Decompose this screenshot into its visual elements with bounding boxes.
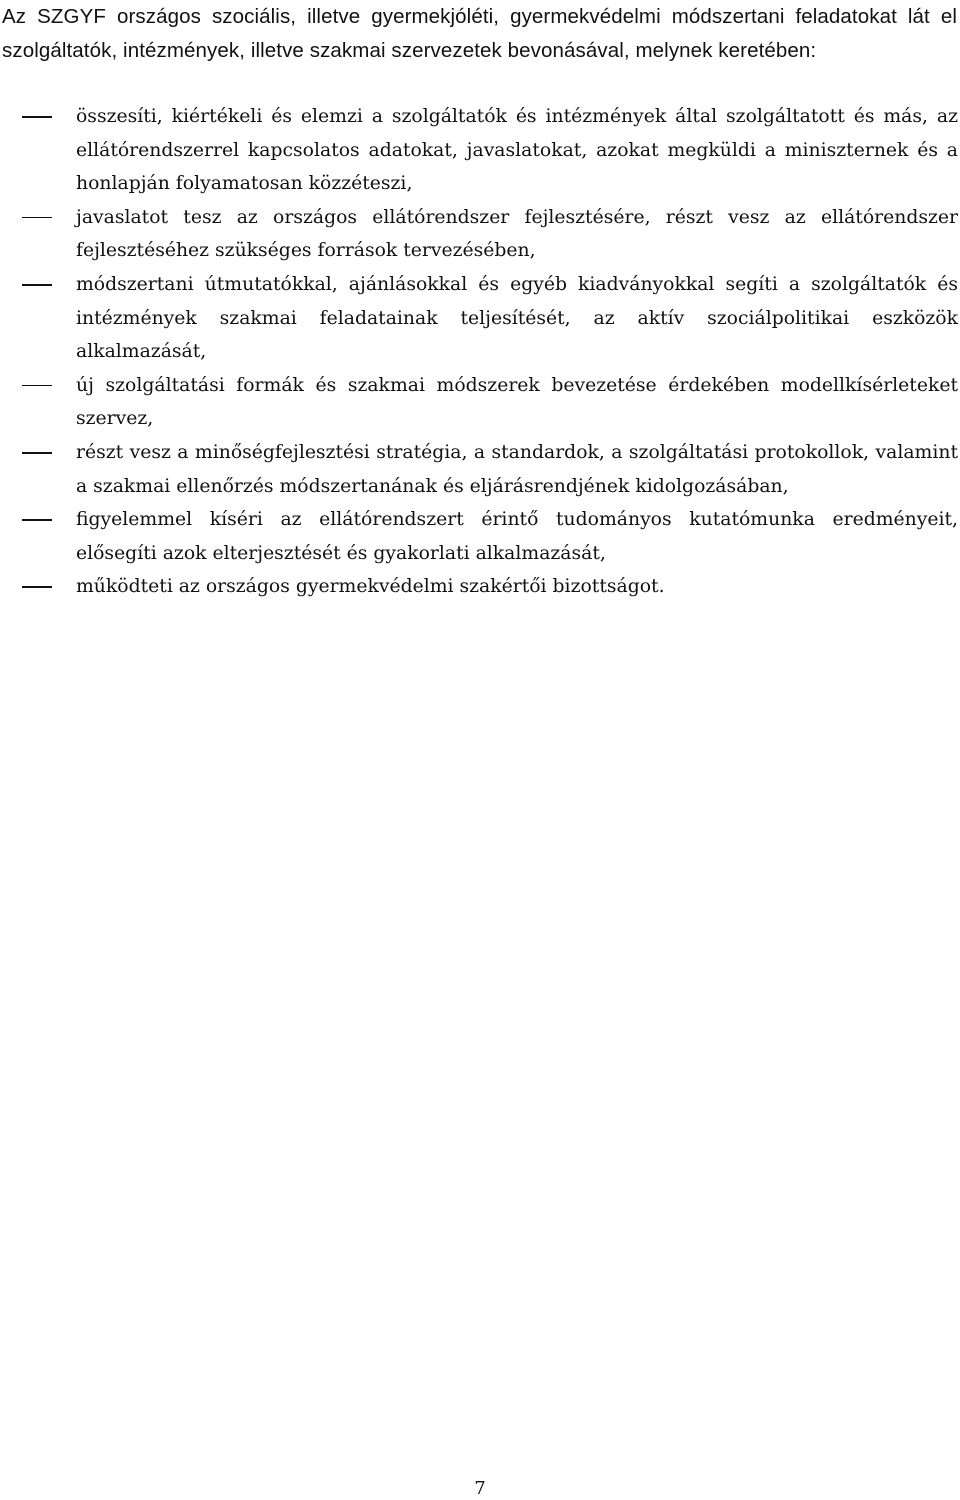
dash-bullet-icon xyxy=(22,452,52,454)
task-list xyxy=(0,100,958,604)
dash-bullet-icon xyxy=(22,586,52,588)
dash-bullet-icon xyxy=(22,385,52,387)
list-item-text: részt vesz a minőségfejlesztési stratégia, a standardok, a szolgáltatási protokollok, valamint a szakmai ellenőrzés módszertanának és eljárásrendjének kidolgozásában, xyxy=(76,441,958,497)
list-item xyxy=(0,369,958,436)
list-item xyxy=(0,570,958,604)
intro-paragraph: Az SZGYF országos szociális, illetve gyermekjóléti, gyermekvédelmi módszertani feladatokat lát el szolgáltatók, intézmények, illetve szakmai szervezetek bevonásával, melynek keretében: xyxy=(2,5,957,62)
list-item-text: összesíti, kiértékeli és elemzi a szolgáltatók és intézmények által szolgáltatott és más, az ellátórendszerrel kapcsolatos adatokat, javaslatokat, azokat megküldi a miniszternek és a honlapján folyamatosan közzéteszi, xyxy=(76,106,958,195)
dash-bullet-icon xyxy=(22,284,52,286)
list-item-text: működteti az országos gyermekvédelmi szakértői bizottságot. xyxy=(76,576,665,598)
list-item xyxy=(0,268,958,369)
list-item xyxy=(0,436,958,503)
list-item xyxy=(0,201,958,268)
dash-bullet-icon xyxy=(22,116,52,118)
page-number: 7 xyxy=(474,1478,486,1499)
dash-bullet-icon xyxy=(22,519,52,521)
list-item-text: módszertani útmutatókkal, ajánlásokkal és egyéb kiadványokkal segíti a szolgáltatók és intézmények szakmai feladatainak teljesítését, az aktív szociálpolitikai eszközök alkalmazását, xyxy=(76,273,958,363)
list-item xyxy=(0,503,958,570)
list-item-text: figyelemmel kíséri az ellátórendszert érintő tudományos kutatómunka eredményeit, elősegíti azok elterjesztését és gyakorlati alkalmazását, xyxy=(76,509,958,564)
list-item-text: javaslatot tesz az országos ellátórendszer fejlesztésére, részt vesz az ellátórendszer fejlesztéséhez szükséges források tervezésében, xyxy=(76,206,958,262)
list-item xyxy=(0,100,958,201)
dash-bullet-icon xyxy=(22,217,52,219)
list-item-text: új szolgáltatási formák és szakmai módszerek bevezetése érdekében modellkísérleteket szervez, xyxy=(76,374,958,430)
